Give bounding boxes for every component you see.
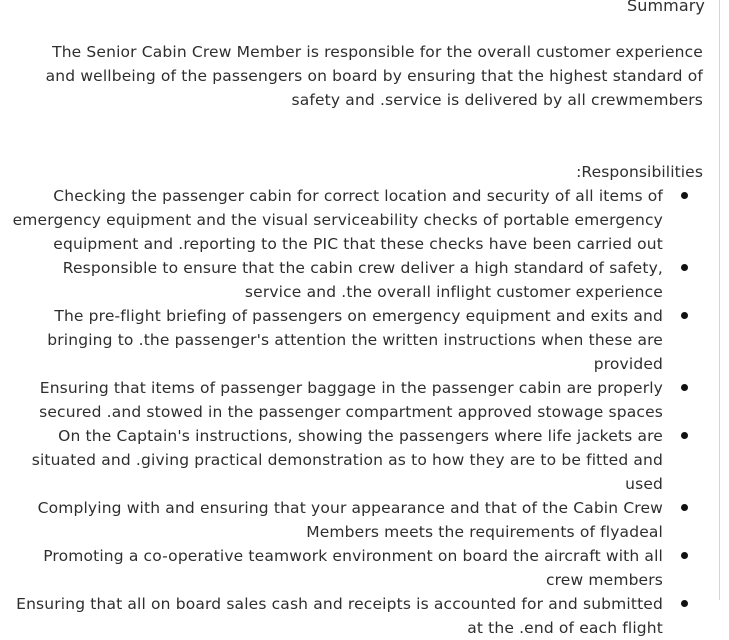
bullet-icon [681, 312, 688, 319]
list-item-text: Promoting a co-operative teamwork environment on board the aircraft with all crew members [43, 547, 663, 589]
list-item [0, 496, 719, 544]
bullet-icon [681, 192, 688, 199]
bullet-icon [681, 600, 688, 607]
bullet-icon [681, 552, 688, 559]
list-item-text: The pre-flight briefing of passengers on emergency equipment and exits and bringing to .the passenger's attention the written instructions when these are provided [47, 307, 663, 373]
summary-text: The Senior Cabin Crew Member is responsible for the overall customer experience and wellbeing of the passengers on board by ensuring that the highest standard of safety and .service is delivered by all crewmembers [45, 43, 703, 109]
bullet-icon [681, 384, 688, 391]
responsibilities-heading: :Responsibilities [576, 163, 703, 181]
list-item-text: Ensuring that all on board sales cash and receipts is accounted for and submitted at the .end of each flight [16, 595, 663, 637]
bullet-icon [681, 504, 688, 511]
list-item [0, 184, 719, 256]
list-item-text: Responsible to ensure that the cabin crew deliver a high standard of safety, service and .the overall inflight customer experience [62, 259, 663, 301]
list-item [0, 376, 719, 424]
list-item-text: Ensuring that items of passenger baggage in the passenger cabin are properly secured .and stowed in the passenger compartment approved stowage spaces [39, 379, 663, 421]
responsibilities-list [0, 184, 719, 640]
summary-heading: Summary [626, 0, 705, 15]
list-item-text: On the Captain's instructions, showing the passengers where life jackets are situated and .giving practical demonstration as to how they are to be fitted and used [31, 427, 663, 493]
list-item-text: Checking the passenger cabin for correct location and security of all items of emergency equipment and the visual serviceability checks of portable emergency equipment and .reporting to the PIC that these checks have been carried out [12, 187, 663, 253]
list-item [0, 424, 719, 496]
bullet-icon [681, 264, 688, 271]
list-item [0, 304, 719, 376]
list-item-text: Complying with and ensuring that your appearance and that of the Cabin Crew Members meets the requirements of flyadeal [37, 499, 663, 541]
list-item [0, 592, 719, 640]
bullet-icon [681, 432, 688, 439]
list-item [0, 256, 719, 304]
list-item [0, 544, 719, 592]
